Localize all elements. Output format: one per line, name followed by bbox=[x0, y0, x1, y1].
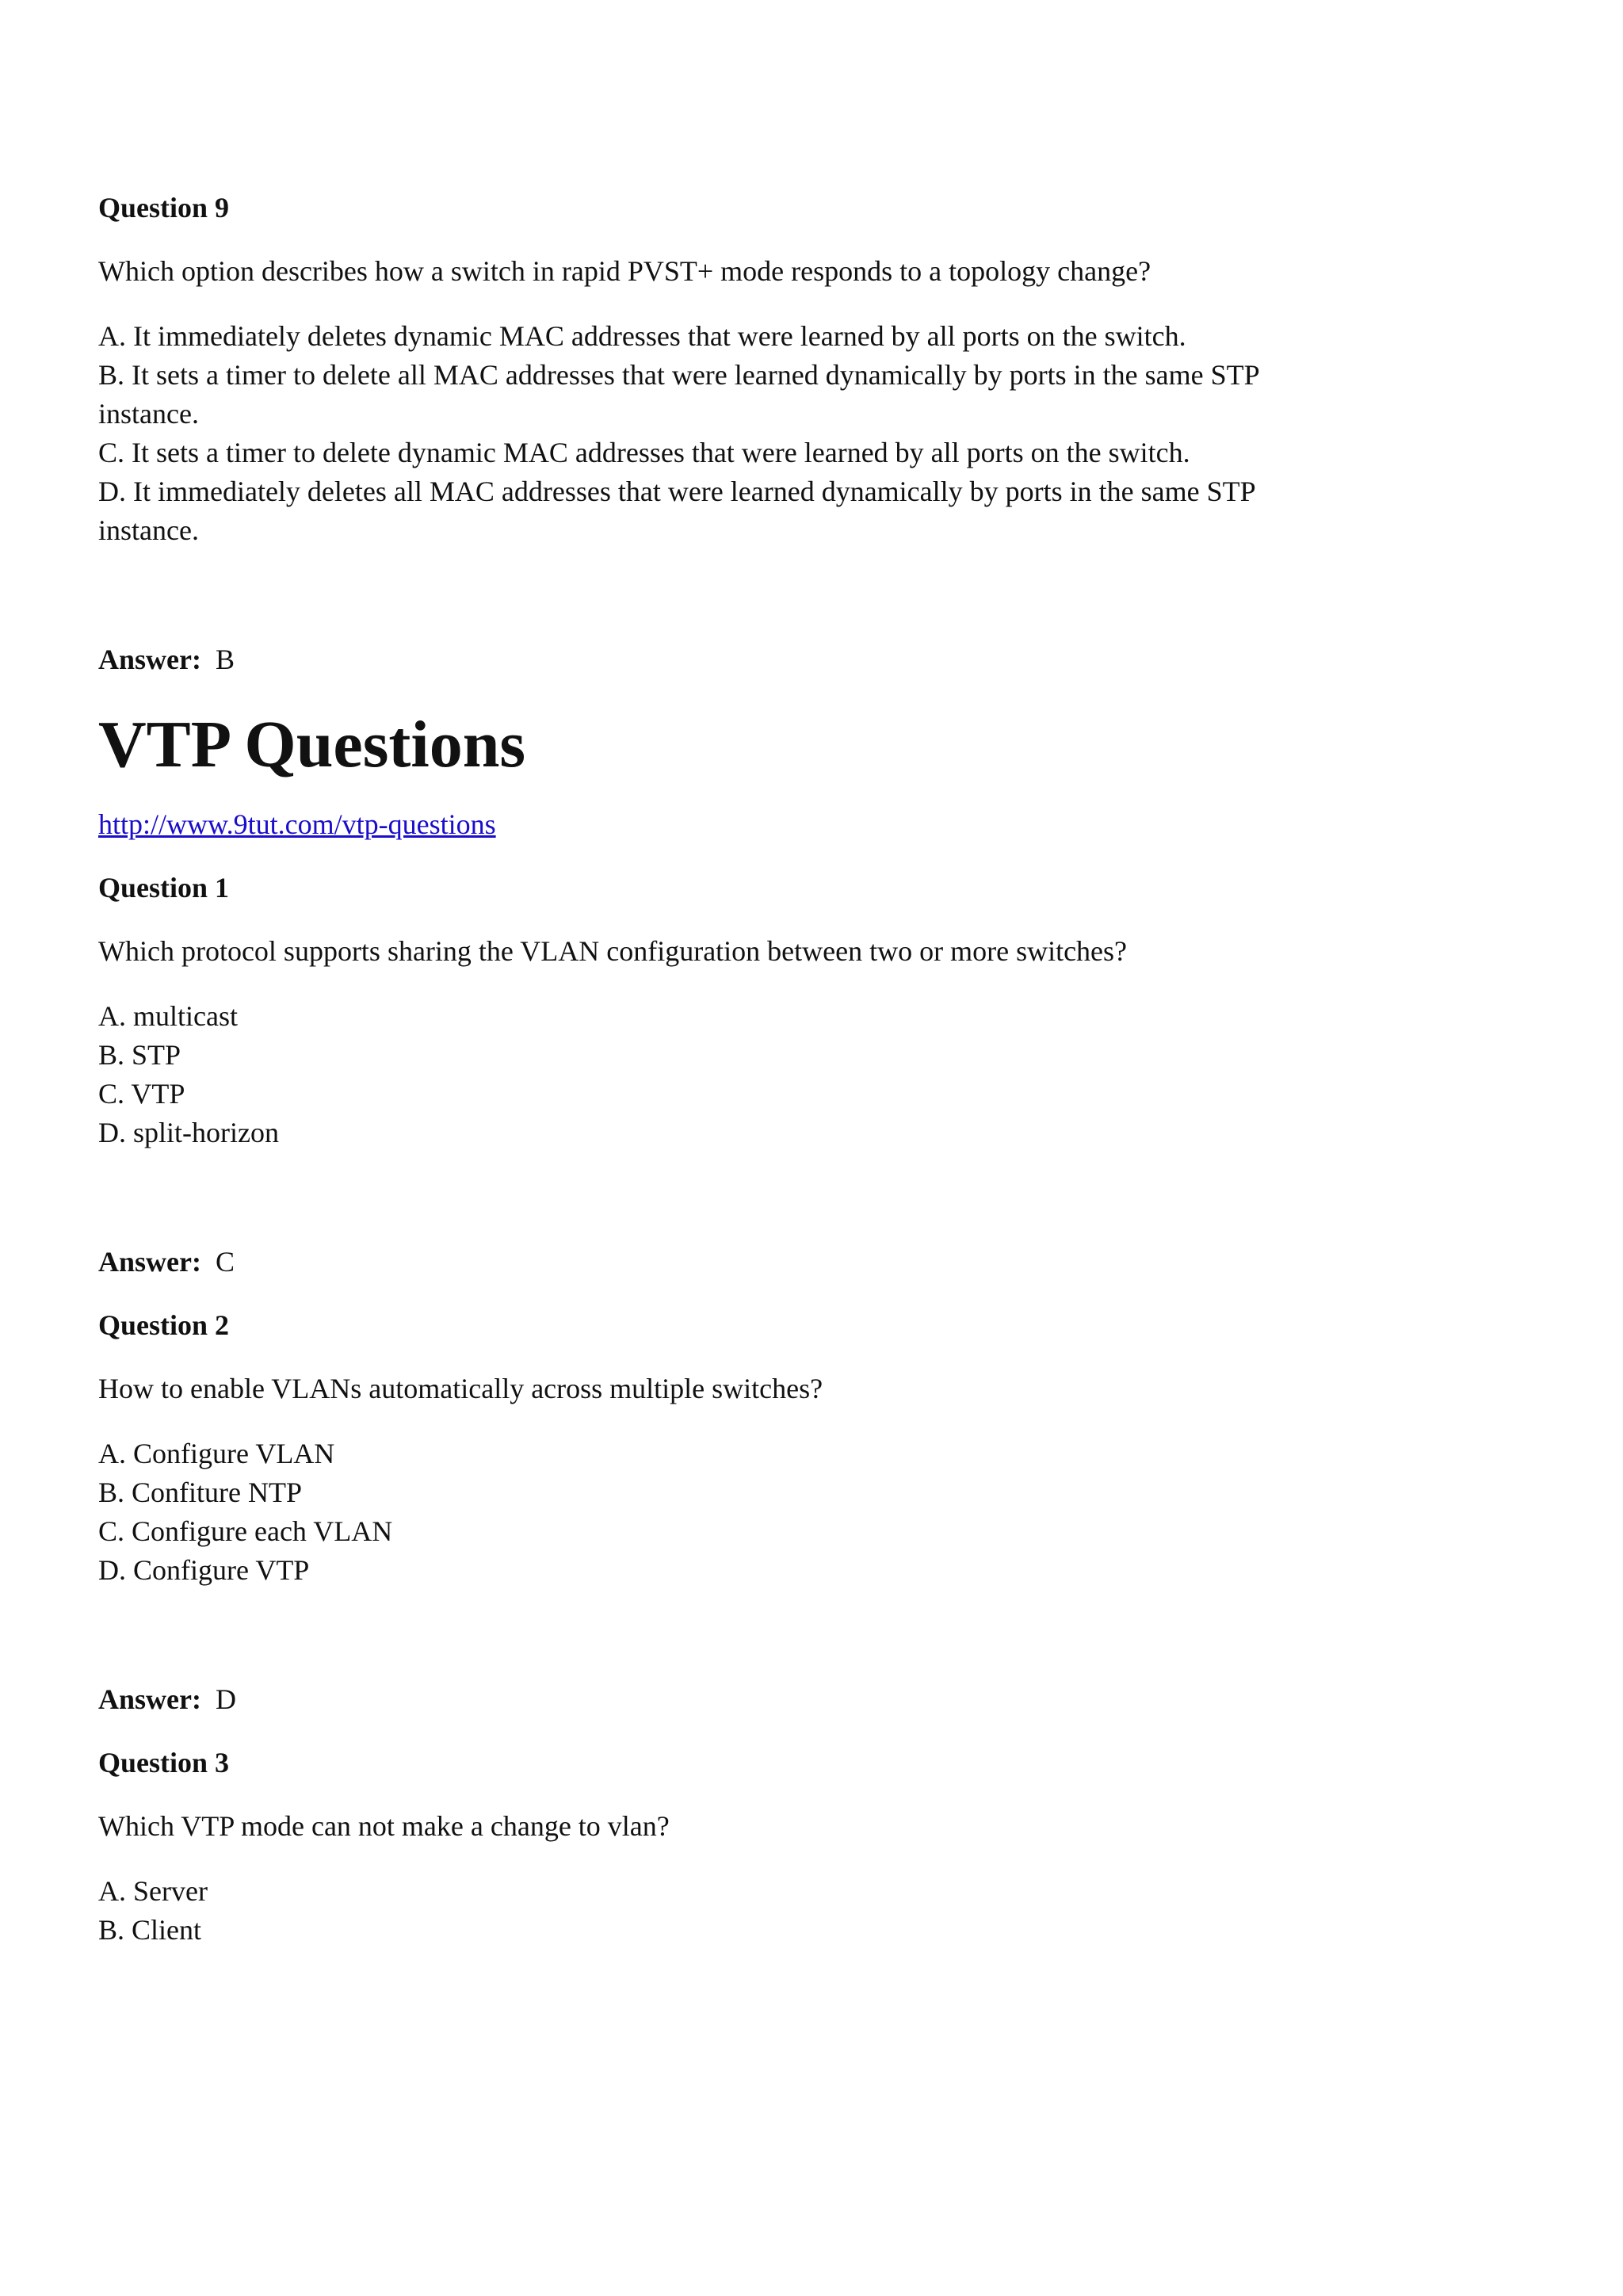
question-text: Which protocol supports sharing the VLAN configuration between two or more switches? bbox=[98, 935, 1128, 967]
question-heading: Question 1 bbox=[98, 872, 230, 904]
question-block-3 bbox=[98, 1745, 1335, 1950]
option-c: C. VTP bbox=[98, 1078, 185, 1110]
answer-line bbox=[98, 642, 1335, 677]
question-text: Which VTP mode can not make a change to vlan? bbox=[98, 1810, 670, 1842]
option-b: B. It sets a timer to delete all MAC addresses that were learned dynamically by ports in the same STP instance. bbox=[98, 359, 1259, 430]
section-title: VTP Questions bbox=[98, 708, 526, 781]
answer-label: Answer: bbox=[98, 1246, 201, 1278]
option-d: D. It immediately deletes all MAC addresses that were learned dynamically by ports in the same STP instance. bbox=[98, 476, 1255, 546]
option-list bbox=[98, 1435, 1335, 1590]
question-text: Which option describes how a switch in rapid PVST+ mode responds to a topology change? bbox=[98, 255, 1151, 287]
document-content bbox=[98, 190, 1335, 1950]
question-heading: Question 2 bbox=[98, 1309, 230, 1341]
answer-line bbox=[98, 1244, 1335, 1279]
option-a: A. Server bbox=[98, 1875, 208, 1907]
question-text: How to enable VLANs automatically across multiple switches? bbox=[98, 1373, 823, 1404]
option-a: A. Configure VLAN bbox=[98, 1438, 335, 1469]
answer-label: Answer: bbox=[98, 644, 201, 675]
section-link[interactable]: http://www.9tut.com/vtp-questions bbox=[98, 808, 496, 840]
answer-line bbox=[98, 1682, 1335, 1717]
question-block-9 bbox=[98, 190, 1335, 677]
question-heading: Question 3 bbox=[98, 1747, 230, 1778]
question-block-1 bbox=[98, 870, 1335, 1279]
option-b: B. STP bbox=[98, 1039, 181, 1071]
option-b: B. Client bbox=[98, 1914, 202, 1946]
option-b: B. Confiture NTP bbox=[98, 1477, 302, 1508]
option-a: A. It immediately deletes dynamic MAC addresses that were learned by all ports on the switch. bbox=[98, 320, 1186, 352]
answer-value: C bbox=[215, 1246, 235, 1278]
option-c: C. Configure each VLAN bbox=[98, 1515, 393, 1547]
option-d: D. split-horizon bbox=[98, 1117, 279, 1148]
answer-label: Answer: bbox=[98, 1683, 201, 1715]
option-a: A. multicast bbox=[98, 1000, 238, 1032]
answer-value: B bbox=[215, 644, 235, 675]
question-heading: Question 9 bbox=[98, 192, 230, 223]
option-c: C. It sets a timer to delete dynamic MAC addresses that were learned by all ports on the switch. bbox=[98, 437, 1190, 468]
option-list bbox=[98, 997, 1335, 1152]
question-block-2 bbox=[98, 1308, 1335, 1717]
answer-value: D bbox=[215, 1683, 236, 1715]
option-d: D. Configure VTP bbox=[98, 1554, 310, 1586]
option-list bbox=[98, 317, 1335, 550]
option-list bbox=[98, 1872, 1335, 1950]
